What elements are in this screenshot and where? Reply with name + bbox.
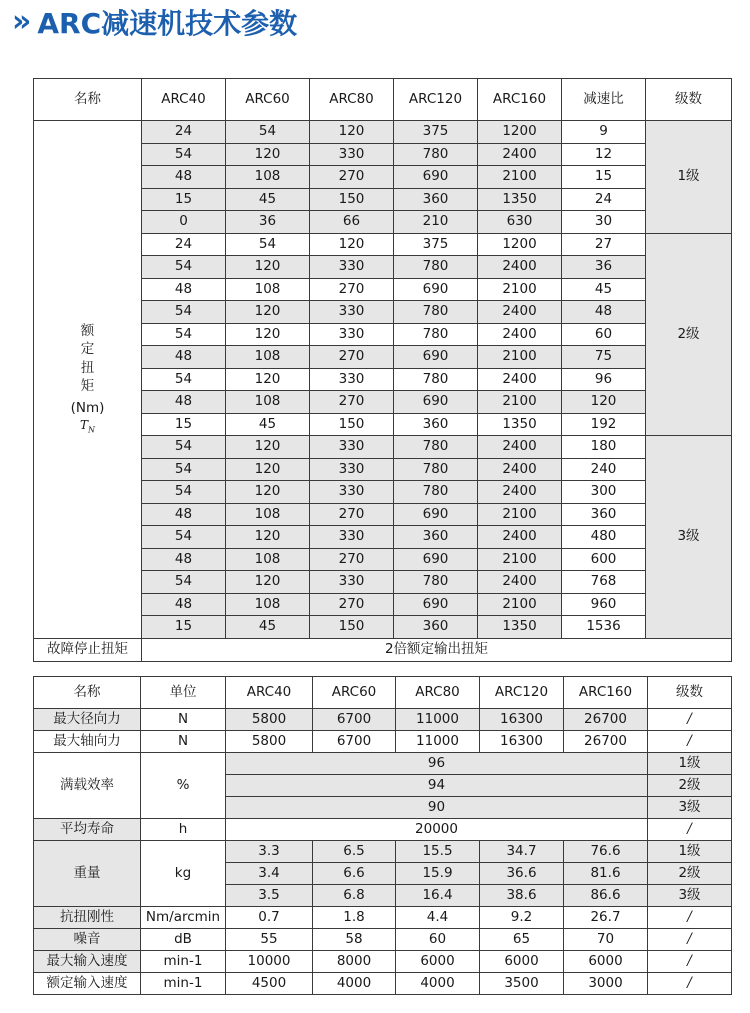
table-cell: 3.4 (226, 863, 313, 885)
table-cell: 6000 (396, 951, 480, 973)
stage-cell: 1级 (648, 753, 732, 775)
table-cell: 780 (394, 481, 478, 504)
table-cell: 60 (396, 929, 480, 951)
table-cell: 4500 (226, 973, 313, 995)
table-cell: 48 (142, 346, 226, 369)
table-cell: 5800 (226, 709, 313, 731)
column-header: ARC160 (564, 677, 648, 709)
table-cell: 54 (142, 571, 226, 594)
specs-table (33, 676, 732, 995)
table-cell: 24 (142, 233, 226, 256)
table-cell: 2100 (478, 503, 562, 526)
table-cell: 2400 (478, 436, 562, 459)
table-cell: 330 (310, 436, 394, 459)
stage-cell: / (648, 907, 732, 929)
table-cell: 66 (310, 211, 394, 234)
double-chevron-icon: » (12, 4, 24, 39)
table-cell: 150 (310, 616, 394, 639)
table-cell: 120 (310, 121, 394, 144)
table-cell: 6.5 (313, 841, 396, 863)
label-char: 扭 (80, 359, 95, 376)
table-cell: 2400 (478, 256, 562, 279)
table-cell: 108 (226, 166, 310, 189)
table-cell: 120 (226, 301, 310, 324)
param-unit: min-1 (141, 973, 226, 995)
table-cell: 15 (142, 188, 226, 211)
table-cell: 150 (310, 413, 394, 436)
table-cell: 2400 (478, 458, 562, 481)
table-cell: 270 (310, 503, 394, 526)
stage-cell: 1级 (648, 841, 732, 863)
table-cell: 780 (394, 436, 478, 459)
table-cell: 3.5 (226, 885, 313, 907)
param-unit: Nm/arcmin (141, 907, 226, 929)
column-header: 级数 (646, 79, 732, 121)
table-cell: 360 (394, 188, 478, 211)
table-cell: 6.8 (313, 885, 396, 907)
param-unit: dB (141, 929, 226, 951)
param-unit: kg (141, 841, 226, 907)
table-cell: 76.6 (564, 841, 648, 863)
table-cell: 120 (226, 368, 310, 391)
table-cell: 120 (562, 391, 646, 414)
table-cell: 780 (394, 323, 478, 346)
table-cell: 690 (394, 346, 478, 369)
table-cell: 108 (226, 548, 310, 571)
table-cell: 2400 (478, 323, 562, 346)
column-header: 单位 (141, 677, 226, 709)
table-cell: 16.4 (396, 885, 480, 907)
table-cell: 270 (310, 346, 394, 369)
header-row (34, 79, 732, 121)
table-row (34, 929, 732, 951)
table-cell: 330 (310, 571, 394, 594)
table-row (34, 819, 732, 841)
table-cell: 36 (562, 256, 646, 279)
table-row (34, 121, 732, 144)
table-cell: 96 (562, 368, 646, 391)
table-cell: 54 (142, 526, 226, 549)
table-cell: 690 (394, 503, 478, 526)
table-cell: 2400 (478, 368, 562, 391)
table-cell: 2100 (478, 391, 562, 414)
table-cell: 120 (226, 256, 310, 279)
table-cell: 3.3 (226, 841, 313, 863)
table-cell: 86.6 (564, 885, 648, 907)
table-cell: 120 (226, 436, 310, 459)
table-cell: 768 (562, 571, 646, 594)
table-cell: 65 (480, 929, 564, 951)
table-cell: 780 (394, 143, 478, 166)
table-cell: 2400 (478, 301, 562, 324)
stop-torque-label: 故障停止扭矩 (34, 638, 142, 661)
param-unit: % (141, 753, 226, 819)
table-cell: 11000 (396, 709, 480, 731)
table-cell: 15 (142, 413, 226, 436)
table-cell: 108 (226, 503, 310, 526)
column-header: 减速比 (562, 79, 646, 121)
table-cell: 4000 (313, 973, 396, 995)
table-cell: 330 (310, 481, 394, 504)
table-cell: 27 (562, 233, 646, 256)
table-cell: 48 (562, 301, 646, 324)
unit-label: (Nm) (70, 399, 105, 416)
table-cell: 330 (310, 323, 394, 346)
table-cell: 54 (226, 121, 310, 144)
table-row (34, 907, 732, 929)
table-cell: 6700 (313, 731, 396, 753)
param-name: 重量 (34, 841, 141, 907)
table-cell: 330 (310, 143, 394, 166)
table-cell: 11000 (396, 731, 480, 753)
table-cell: 780 (394, 458, 478, 481)
table-cell: 270 (310, 548, 394, 571)
table-cell: 0.7 (226, 907, 313, 929)
table-cell: 54 (142, 436, 226, 459)
label-char: 定 (80, 341, 95, 358)
param-name: 平均寿命 (34, 819, 141, 841)
table-cell: 45 (562, 278, 646, 301)
stage-cell: 3级 (648, 797, 732, 819)
table-cell: 375 (394, 121, 478, 144)
table-cell: 108 (226, 346, 310, 369)
table-cell: 780 (394, 368, 478, 391)
table-cell: 780 (394, 571, 478, 594)
table-row (34, 709, 732, 731)
table-cell: 10000 (226, 951, 313, 973)
table-cell: 3000 (564, 973, 648, 995)
table-cell: 48 (142, 391, 226, 414)
table-cell: 16300 (480, 731, 564, 753)
table-cell: 330 (310, 458, 394, 481)
table-cell: 48 (142, 548, 226, 571)
table-cell: 20000 (226, 819, 648, 841)
table-cell: 2100 (478, 593, 562, 616)
torque-symbol: $T_N$ (79, 418, 95, 435)
table-cell: 360 (562, 503, 646, 526)
table-cell: 360 (394, 526, 478, 549)
table-cell: 1200 (478, 121, 562, 144)
table-cell: 30 (562, 211, 646, 234)
table-cell: 6000 (564, 951, 648, 973)
table-cell: 780 (394, 301, 478, 324)
table-cell: 15 (142, 616, 226, 639)
table-cell: 3500 (480, 973, 564, 995)
param-unit: N (141, 731, 226, 753)
table-cell: 6000 (480, 951, 564, 973)
column-header: ARC80 (396, 677, 480, 709)
param-name: 噪音 (34, 929, 141, 951)
table-row (34, 951, 732, 973)
table-cell: 5800 (226, 731, 313, 753)
stage-cell: / (648, 731, 732, 753)
table-cell: 16300 (480, 709, 564, 731)
column-header: ARC60 (226, 79, 310, 121)
table-cell: 48 (142, 593, 226, 616)
table-cell: 1536 (562, 616, 646, 639)
param-name: 最大输入速度 (34, 951, 141, 973)
table-cell: 12 (562, 143, 646, 166)
table-cell: 120 (226, 323, 310, 346)
table-cell: 108 (226, 278, 310, 301)
table-cell: 1350 (478, 413, 562, 436)
table-cell: 120 (226, 571, 310, 594)
table-cell: 690 (394, 593, 478, 616)
column-header: ARC120 (394, 79, 478, 121)
footer-row (34, 638, 732, 661)
table-cell: 2100 (478, 278, 562, 301)
param-name: 最大轴向力 (34, 731, 141, 753)
table-cell: 54 (142, 458, 226, 481)
table-cell: 360 (394, 616, 478, 639)
column-header: ARC60 (313, 677, 396, 709)
table-cell: 1200 (478, 233, 562, 256)
column-header: 级数 (648, 677, 732, 709)
param-name: 抗扭刚性 (34, 907, 141, 929)
table-cell: 2400 (478, 481, 562, 504)
table-cell: 45 (226, 413, 310, 436)
stage-cell: 3级 (648, 885, 732, 907)
table-cell: 15.9 (396, 863, 480, 885)
column-header: 名称 (34, 677, 141, 709)
stage-cell: 3级 (646, 436, 732, 639)
table-cell: 108 (226, 391, 310, 414)
table-row (34, 973, 732, 995)
table-cell: 9.2 (480, 907, 564, 929)
table-cell: 36.6 (480, 863, 564, 885)
table-cell: 600 (562, 548, 646, 571)
table-cell: 75 (562, 346, 646, 369)
column-header: ARC40 (142, 79, 226, 121)
table-cell: 690 (394, 391, 478, 414)
param-name: 最大径向力 (34, 709, 141, 731)
stage-cell: / (648, 929, 732, 951)
table-cell: 120 (226, 143, 310, 166)
stage-cell: / (648, 973, 732, 995)
table-cell: 34.7 (480, 841, 564, 863)
table-cell: 120 (226, 526, 310, 549)
table-cell: 120 (226, 481, 310, 504)
table-cell: 690 (394, 166, 478, 189)
page-title-text: ARC减速机技术参数 (37, 7, 298, 40)
table-cell: 48 (142, 503, 226, 526)
table-cell: 4000 (396, 973, 480, 995)
table-cell: 45 (226, 616, 310, 639)
param-unit: N (141, 709, 226, 731)
rated-torque-label (34, 121, 142, 639)
table-cell: 54 (142, 301, 226, 324)
table-cell: 4.4 (396, 907, 480, 929)
table-cell: 240 (562, 458, 646, 481)
table-cell: 24 (562, 188, 646, 211)
table-cell: 96 (226, 753, 648, 775)
param-name: 额定输入速度 (34, 973, 141, 995)
table-row (34, 753, 732, 775)
stage-cell: 2级 (648, 863, 732, 885)
column-header: ARC160 (478, 79, 562, 121)
table-cell: 270 (310, 391, 394, 414)
param-name: 满载效率 (34, 753, 141, 819)
table-cell: 2100 (478, 548, 562, 571)
table-cell: 26700 (564, 731, 648, 753)
stage-cell: / (648, 951, 732, 973)
table-cell: 330 (310, 301, 394, 324)
label-char: 额 (80, 323, 95, 340)
table-cell: 54 (142, 323, 226, 346)
table-cell: 480 (562, 526, 646, 549)
table-cell: 330 (310, 526, 394, 549)
table-cell: 55 (226, 929, 313, 951)
table-cell: 6700 (313, 709, 396, 731)
table-cell: 120 (310, 233, 394, 256)
table-cell: 54 (142, 368, 226, 391)
table-cell: 70 (564, 929, 648, 951)
table-cell: 330 (310, 368, 394, 391)
column-header: ARC40 (226, 677, 313, 709)
table-cell: 15.5 (396, 841, 480, 863)
header-row (34, 677, 732, 709)
table-cell: 210 (394, 211, 478, 234)
stage-cell: / (648, 819, 732, 841)
table-cell: 1.8 (313, 907, 396, 929)
table-cell: 108 (226, 593, 310, 616)
table-cell: 54 (142, 256, 226, 279)
table-cell: 375 (394, 233, 478, 256)
table-cell: 192 (562, 413, 646, 436)
table-cell: 2100 (478, 166, 562, 189)
table-cell: 270 (310, 593, 394, 616)
table-cell: 8000 (313, 951, 396, 973)
table-cell: 2400 (478, 571, 562, 594)
column-header: ARC80 (310, 79, 394, 121)
table-cell: 1350 (478, 616, 562, 639)
table-cell: 60 (562, 323, 646, 346)
table-cell: 54 (142, 143, 226, 166)
table-row (34, 731, 732, 753)
table-cell: 120 (226, 458, 310, 481)
table-cell: 1350 (478, 188, 562, 211)
table-cell: 150 (310, 188, 394, 211)
table-cell: 270 (310, 278, 394, 301)
table-cell: 81.6 (564, 863, 648, 885)
table-cell: 2400 (478, 526, 562, 549)
page-title (12, 2, 297, 42)
table-cell: 630 (478, 211, 562, 234)
column-header: 名称 (34, 79, 142, 121)
table-cell: 690 (394, 548, 478, 571)
column-header: ARC120 (480, 677, 564, 709)
table-cell: 26.7 (564, 907, 648, 929)
table-cell: 360 (394, 413, 478, 436)
table-cell: 26700 (564, 709, 648, 731)
param-unit: min-1 (141, 951, 226, 973)
table-cell: 94 (226, 775, 648, 797)
table-cell: 2400 (478, 143, 562, 166)
rated-torque-table (33, 78, 732, 662)
stage-cell: 2级 (646, 233, 732, 436)
table-cell: 780 (394, 256, 478, 279)
stop-torque-value: 2倍额定输出扭矩 (142, 638, 732, 661)
table-cell: 45 (226, 188, 310, 211)
table-cell: 58 (313, 929, 396, 951)
label-char: 矩 (80, 377, 95, 394)
table-cell: 54 (142, 481, 226, 504)
table-cell: 180 (562, 436, 646, 459)
param-unit: h (141, 819, 226, 841)
table-cell: 300 (562, 481, 646, 504)
table-cell: 2100 (478, 346, 562, 369)
table-cell: 330 (310, 256, 394, 279)
table-row (34, 841, 732, 863)
table-cell: 0 (142, 211, 226, 234)
table-cell: 36 (226, 211, 310, 234)
table-cell: 48 (142, 278, 226, 301)
table-cell: 9 (562, 121, 646, 144)
table-cell: 690 (394, 278, 478, 301)
table-cell: 270 (310, 166, 394, 189)
table-cell: 90 (226, 797, 648, 819)
table-cell: 48 (142, 166, 226, 189)
table-cell: 960 (562, 593, 646, 616)
stage-cell: / (648, 709, 732, 731)
table-cell: 6.6 (313, 863, 396, 885)
table-cell: 24 (142, 121, 226, 144)
table-cell: 15 (562, 166, 646, 189)
table-cell: 54 (226, 233, 310, 256)
stage-cell: 1级 (646, 121, 732, 234)
stage-cell: 2级 (648, 775, 732, 797)
table-cell: 38.6 (480, 885, 564, 907)
